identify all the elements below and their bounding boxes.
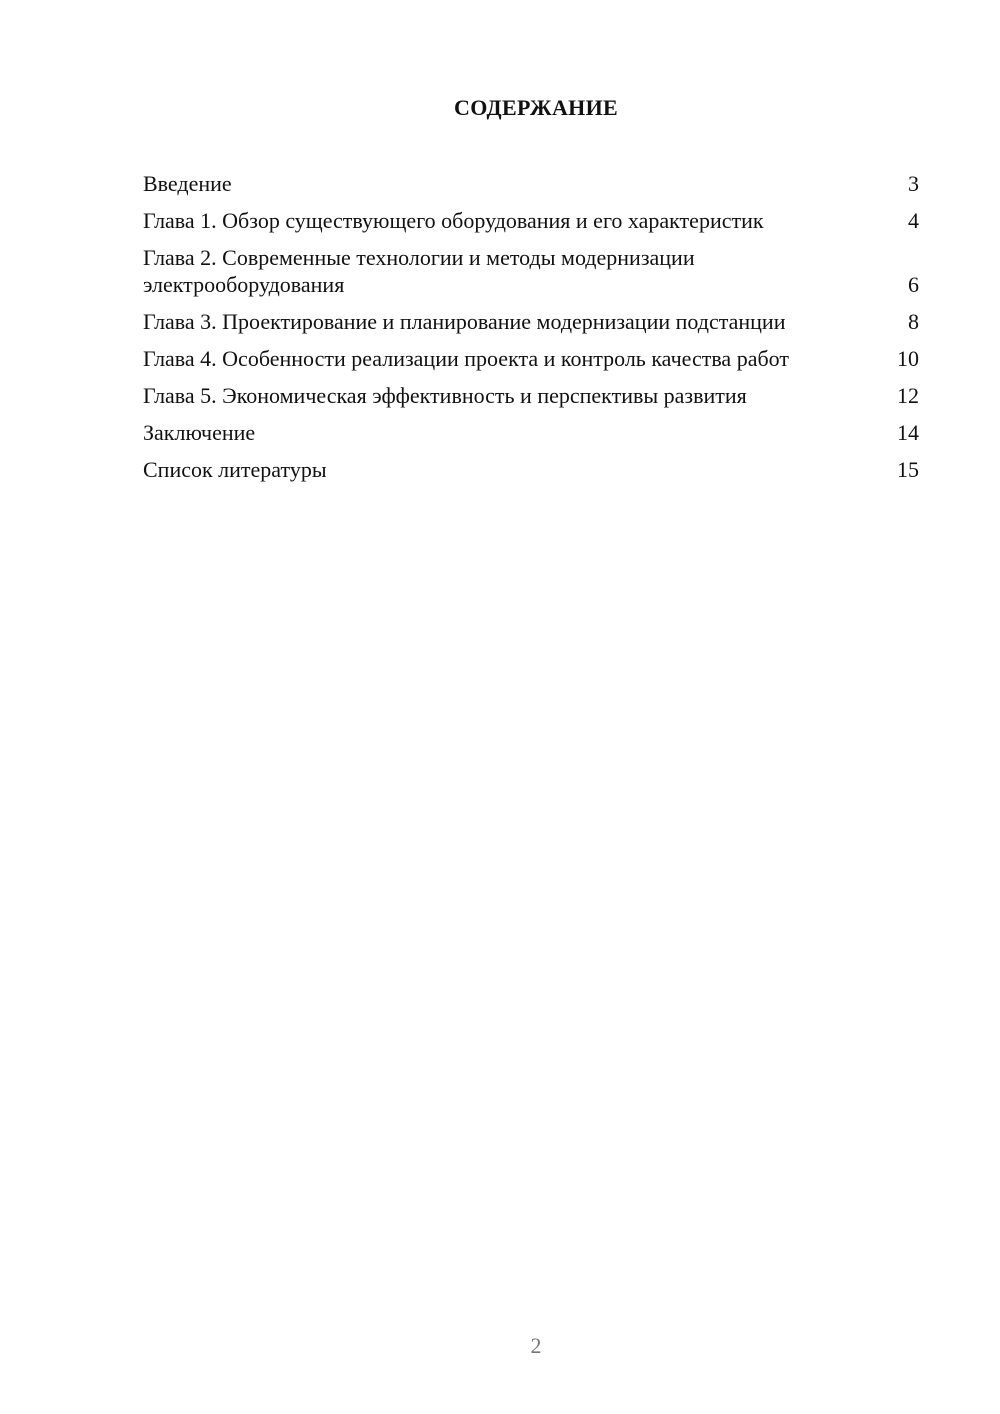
toc-entry-page: 10 (897, 346, 919, 371)
toc-entry-chapter-4[interactable] (143, 345, 919, 372)
toc-entry-text: Глава 3. Проектирование и планирование модернизации подстанции (143, 309, 786, 334)
table-of-contents (143, 170, 919, 493)
toc-entry-page: 15 (897, 457, 919, 482)
toc-entry-page: 3 (908, 171, 919, 196)
toc-entry-text: Заключение (143, 420, 256, 445)
toc-entry-text: Глава 4. Особенности реализации проекта и контроль качества работ (143, 346, 789, 371)
toc-entry-introduction[interactable] (143, 170, 919, 197)
toc-entry-chapter-3[interactable] (143, 308, 919, 335)
toc-entry-text: Глава 5. Экономическая эффективность и перспективы развития (143, 383, 747, 408)
page-title: СОДЕРЖАНИЕ (454, 95, 618, 120)
toc-entry-page: 6 (908, 272, 919, 297)
toc-entry-text: Глава 2. Современные технологии и методы модернизации электрооборудования (143, 245, 695, 297)
toc-entry-text: Список литературы (143, 457, 327, 482)
toc-entry-text: Глава 1. Обзор существующего оборудования и его характеристик (143, 208, 764, 233)
toc-entry-page: 14 (897, 420, 919, 445)
toc-entry-text: Введение (143, 171, 232, 196)
toc-entry-page: 4 (908, 208, 919, 233)
toc-entry-references[interactable] (143, 456, 919, 483)
toc-entry-chapter-1[interactable] (143, 207, 919, 234)
toc-entry-chapter-5[interactable] (143, 382, 919, 409)
toc-entry-chapter-2[interactable] (143, 244, 919, 298)
page-number: 2 (530, 1333, 542, 1358)
toc-entry-page: 8 (908, 309, 919, 334)
toc-entry-conclusion[interactable] (143, 419, 919, 446)
toc-entry-page: 12 (897, 383, 919, 408)
